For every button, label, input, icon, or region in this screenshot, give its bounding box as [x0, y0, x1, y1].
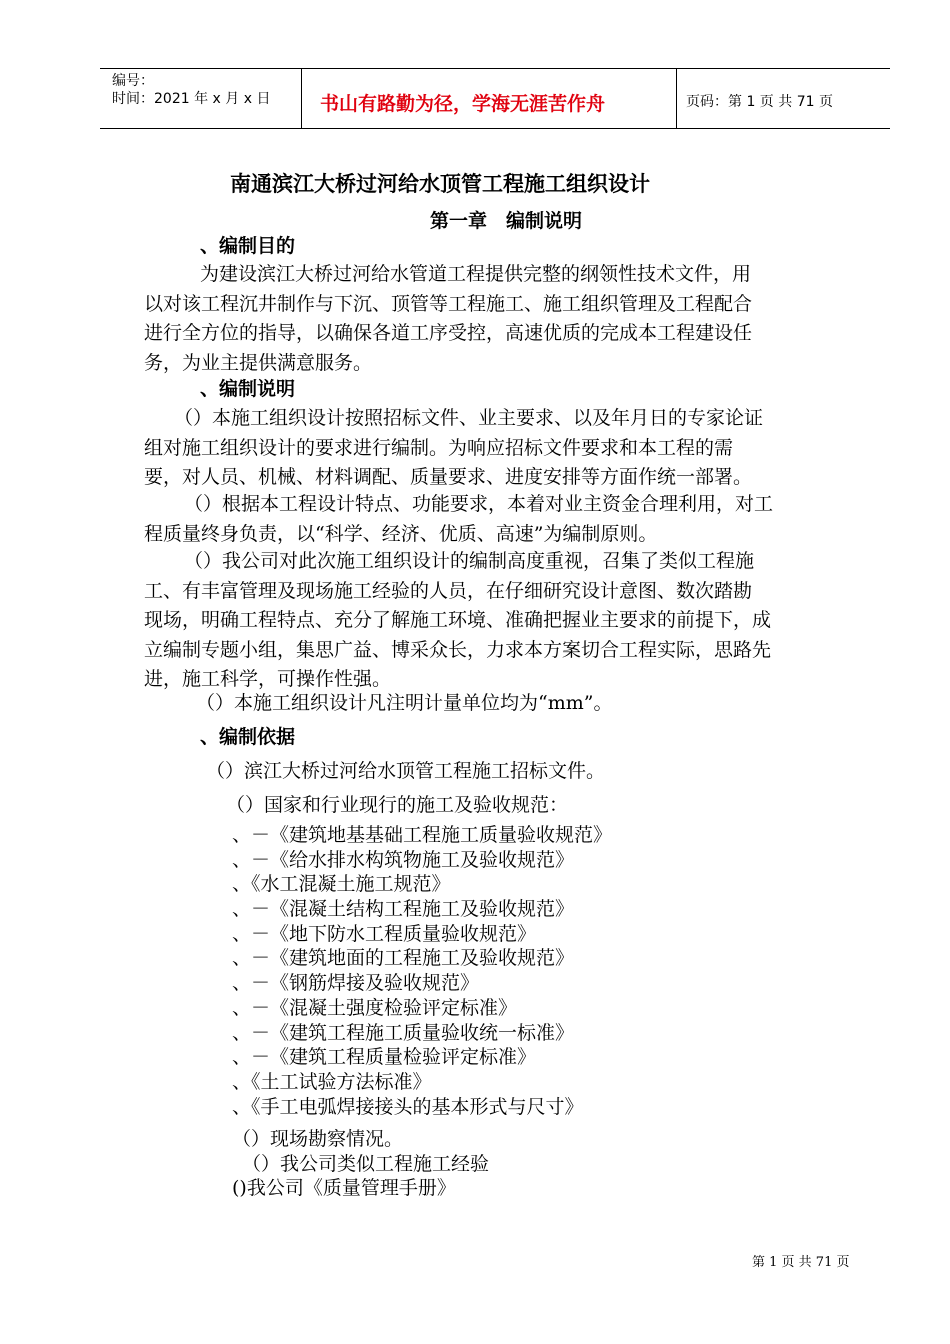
header-bottom-rule — [100, 128, 890, 129]
explanation-paragraph-2: （）根据本工程设计特点、功能要求，本着对业主资金合理利用，对工 程质量终身负责，以“科学、经济、优质、高速”为编制原则。 — [144, 493, 774, 545]
document-title: 南通滨江大桥过河给水顶管工程施工组织设计 — [230, 172, 650, 196]
standard-item: 、－《建筑地基基础工程施工质量验收规范》 — [232, 824, 613, 846]
footer-page-info: 第 1 页 共 71 页 — [752, 1255, 850, 1270]
explanation-paragraph-1: （）本施工组织设计按照招标文件、业主要求、以及年月日的专家论证 组对施工组织设计的要求进行编制。为响应招标文件要求和本工程的需 要，对人员、机械、材料调配、质量要求、进度安排等方面作统一部署。 — [144, 407, 764, 488]
section-heading-explanation: 、编制说明 — [200, 378, 296, 400]
doc-number-label: 编号： — [112, 73, 154, 89]
standard-item: 、－《建筑工程质量检验评定标准》 — [232, 1046, 537, 1069]
standard-item: 、《水工混凝土施工规范》 — [232, 873, 451, 896]
standard-item: 、《土工试验方法标准》 — [232, 1070, 432, 1093]
standard-item: 、－《建筑地面的工程施工及验收规范》 — [232, 947, 575, 970]
explanation-paragraph-3: （）我公司对此次施工组织设计的编制高度重视，召集了类似工程施 工、有丰富管理及现场施工经验的人员，在仔细研究设计意图、数次踏勘 现场，明确工程特点、充分了解施工环境、准确把握业主要求的前提下，成 立编制专题小组，集思广益、博采众长，力求本方案切合工程实际，思路先 进，施工科学，可操作性强。 — [144, 550, 772, 690]
purpose-paragraph: 为建设滨江大桥过河给水管道工程提供完整的纲领性技术文件，用 以对该工程沉井制作与下沉、顶管等工程施工、施工组织管理及工程配合 进行全方位的指导，以确保各道工序受控，高速优质的完成本工程建设任 务，为业主提供满意服务。 — [144, 263, 753, 374]
standard-item: 、－《建筑工程施工质量验收统一标准》 — [232, 1021, 575, 1044]
doc-time-label: 时间：2021 年 x 月 x 日 — [112, 91, 271, 107]
standard-item: 、－《地下防水工程质量验收规范》 — [232, 922, 537, 945]
header-top-rule — [100, 68, 890, 69]
section-heading-purpose: 、编制目的 — [200, 235, 296, 257]
explanation-paragraph-4: （）本施工组织设计凡注明计量单位均为“mm”。 — [196, 692, 613, 714]
standard-item: 、－《混凝土强度检验评定标准》 — [232, 996, 518, 1019]
basis-item-5: ()我公司《质量管理手册》 — [232, 1177, 456, 1199]
basis-item-3: （）现场勘察情况。 — [232, 1128, 404, 1150]
header-page-info: 页码：第 1 页 共 71 页 — [686, 94, 833, 110]
standard-item: 、－《给水排水构筑物施工及验收规范》 — [232, 848, 575, 871]
standards-list — [232, 823, 612, 1119]
standard-item: 、－《混凝土结构工程施工及验收规范》 — [232, 898, 575, 921]
section-heading-basis: 、编制依据 — [200, 726, 296, 748]
standard-item: 、《手工电弧焊接接头的基本形式与尺寸》 — [232, 1095, 584, 1118]
basis-item-4: （）我公司类似工程施工经验 — [242, 1153, 490, 1175]
header-divider-2 — [676, 68, 677, 128]
standard-item: 、－《钢筋焊接及验收规范》 — [232, 972, 480, 995]
chapter-heading: 第一章 编制说明 — [430, 210, 583, 232]
basis-item-2: （）国家和行业现行的施工及验收规范： — [226, 794, 569, 816]
basis-item-1: （）滨江大桥过河给水顶管工程施工招标文件。 — [206, 760, 606, 782]
header-divider-1 — [301, 68, 302, 128]
header-motto: 书山有路勤为径，学海无涯苦作舟 — [320, 93, 606, 115]
